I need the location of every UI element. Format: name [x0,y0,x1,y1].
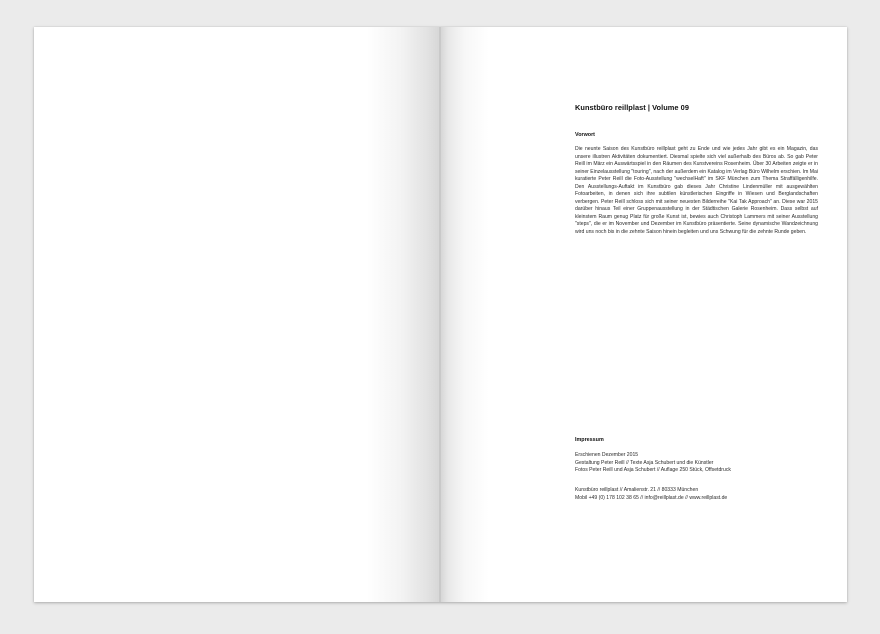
impressum-details [575,452,818,475]
right-page [440,27,847,602]
impressum-line: Fotos Peter Reill und Asja Schubert // Auflage 250 Stück, Offsetdruck [575,467,731,474]
contact-address: Kunstbüro reillplast // Amalienstr. 21 // 80333 München [575,487,699,493]
impressum-line: Erschienen Dezember 2015 [575,452,639,458]
impressum-line: Gestaltung Peter Reill // Texte Asja Schubert und die Künstler [575,459,714,466]
contact-details [575,487,818,502]
vorwort-body: Die neunte Saison des Kunstbüro reillplast geht zu Ende und wie jedes Jahr gibt es ein Magazin, das unsere illustren Aktivitäten dokumentiert. Diesmal spielte sich viel außerhalb des Büros ab. So gab Peter Reill im März ein Auswärtsspiel in den Räumen des Kunstvereins Rosenheim. Über 30 Arbeiten zeigte er in seiner Einzelausstellung "touring", nach der außerdem ein Katalog im Verlag Büro Wilhelm erschien. Im Mai kuratierte Peter Reill die Foto-Ausstellung "wechselHaft" im SKF München zum Thema Straffälligenhilfe. Den Ausstellungs-Auftakt im Kunstbüro gab dieses Jahr Christine Lindenmüller mit ausgewählten Fotoarbeiten, in denen sich ihre subtilen künstlerischen Eingriffe in Wiesen und Berglandschaften verbergen. Peter Reill schloss sich mit seiner neuesten Bilderreihe "Kai Tak Approach" an. Diese war 2015 darüber hinaus Teil einer Gruppenausstellung in der Städtischen Galerie Rosenheim. Dass selbst auf kleinstem Raum genug Platz für große Kunst ist, bewies auch Christoph Lammers mit seiner Ausstellung "steps", die er im November und Dezember im Kunstbüro präsentierte. Seine dynamische Wandzeichnung wird uns noch bis in die zehnte Saison hinein begleiten und uns Schwung für die zehnte Runde geben. [575,146,818,236]
page-spine [439,27,441,602]
page-title: Kunstbüro reillplast | Volume 09 [575,103,689,112]
left-page [34,27,440,602]
contact-phone-email-web: Mobil +49 (0) 178 102 38 65 // info@reillplast.de // www.reillplast.de [575,494,728,501]
impressum-heading: Impressum [575,437,604,443]
vorwort-heading: Vorwort [575,132,595,138]
magazine-spread [34,27,847,602]
